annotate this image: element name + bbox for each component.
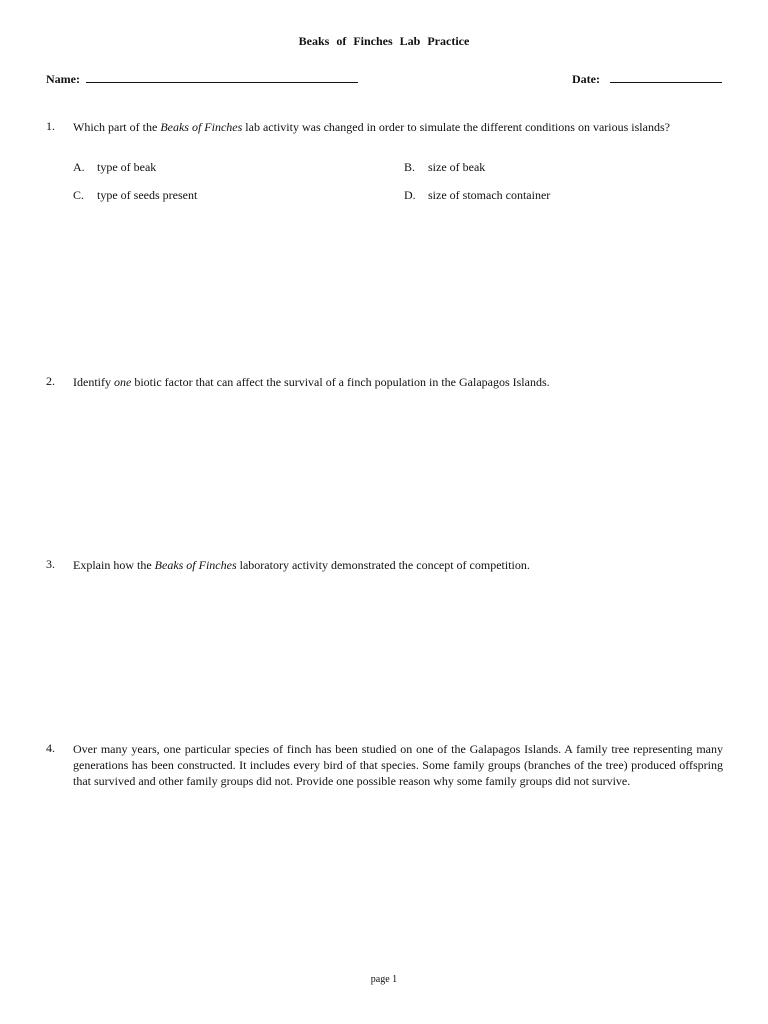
page-number: page 1	[370, 974, 398, 985]
question-3-emphasis: Beaks of Finches	[154, 558, 237, 572]
question-3-text: Explain how the Beaks of Finches laboratory activity demonstrated the concept of competition.	[73, 558, 530, 572]
option-c[interactable]: C. type of seeds present	[73, 188, 198, 202]
name-label: Name:	[46, 72, 80, 86]
option-b[interactable]: B. size of beak	[404, 160, 486, 174]
option-d[interactable]: D. size of stomach container	[404, 188, 551, 202]
question-4-text: Over many years, one particular species of finch has been studied on one of the Galapagos Islands. A family tree representing many generations has been constructed. It includes every bird of that species. Some family groups (branches of the tree) produced offspring that survived and other family groups did not. Provide one possible reason why some family groups did not survive.	[73, 742, 723, 788]
question-4-number: 4.	[46, 741, 55, 755]
question-1-emphasis: Beaks of Finches	[160, 120, 243, 134]
question-2-number: 2.	[46, 374, 55, 388]
option-a[interactable]: A. type of beak	[73, 160, 157, 174]
question-3-number: 3.	[46, 557, 55, 571]
question-1-text: Which part of the Beaks of Finches lab activity was changed in order to simulate the different conditions on various islands?	[73, 120, 670, 134]
page-title: Beaks of Finches Lab Practice	[298, 34, 470, 48]
date-label: Date:	[572, 72, 600, 86]
date-field[interactable]	[610, 82, 722, 83]
question-2-text: Identify one biotic factor that can affect the survival of a finch population in the Galapagos Islands.	[73, 375, 550, 389]
question-1-number: 1.	[46, 119, 55, 133]
question-2-emphasis: one	[114, 375, 132, 389]
name-field[interactable]	[86, 82, 358, 83]
